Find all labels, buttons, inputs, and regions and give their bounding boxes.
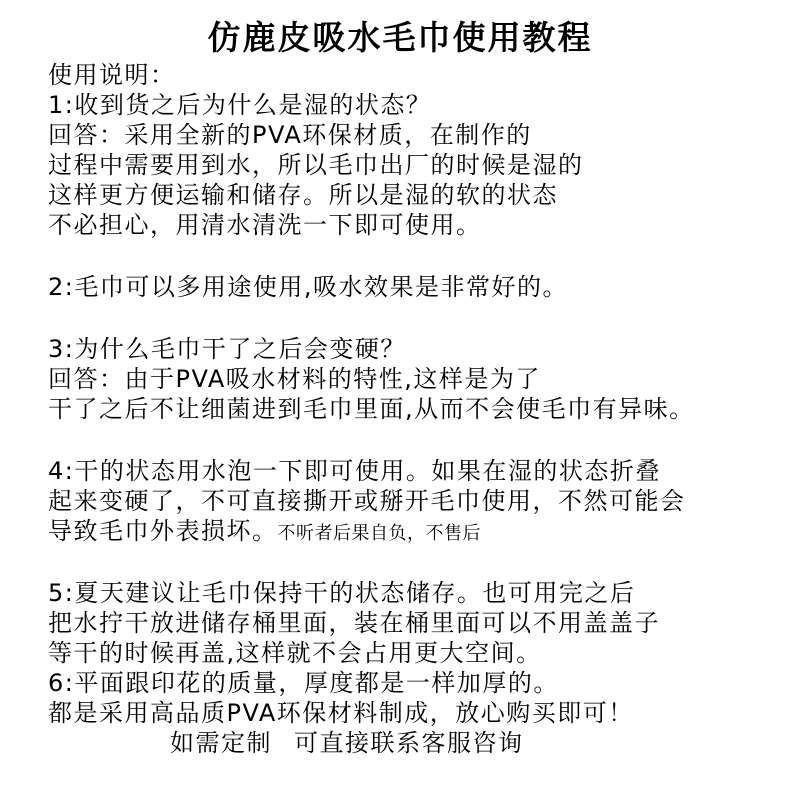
document-body	[48, 60, 793, 758]
spacer	[48, 424, 793, 456]
q6-line-2: 都是采用高品质PVA环保材料制成，放心购买即可！	[48, 699, 634, 727]
q4-line-1: 4:干的状态用水泡一下即可使用。如果在湿的状态折叠	[48, 457, 661, 485]
q1-question: 1:收到货之后为什么是湿的状态？	[48, 91, 432, 119]
disclaimer-note: 不听者后果自负，不售后	[277, 523, 481, 544]
q5-line-3: 等干的时候再盖,这样就不会占用更大空间。	[48, 639, 542, 667]
intro-label: 使用说明：	[48, 61, 176, 89]
q1-answer-line-3: 这样更方便运输和储存。所以是湿的软的状态	[48, 181, 558, 209]
footer-custom-label: 如需定制	[170, 729, 272, 757]
section-q3	[48, 334, 793, 424]
spacer	[48, 546, 793, 578]
q6-line-1: 6:平面跟印花的质量，厚度都是一样加厚的。	[48, 669, 559, 697]
q1-answer-line-4: 不必担心，用清水清洗一下即可使用。	[48, 211, 482, 239]
footer-contact	[48, 728, 793, 758]
q5-line-1: 5:夏天建议让毛巾保持干的状态储存。也可用完之后	[48, 579, 636, 607]
q1-answer-line-2: 过程中需要用到水，所以毛巾出厂的时候是湿的	[48, 151, 584, 179]
q3-answer-line-1: 回答：由于PVA吸水材料的特性,这样是为了	[48, 365, 541, 393]
q2-text: 2:毛巾可以多用途使用,吸水效果是非常好的。	[48, 273, 568, 301]
section-q2	[48, 272, 793, 302]
q5-line-2: 把水拧干放进储存桶里面，装在桶里面可以不用盖盖子	[48, 609, 660, 637]
q3-answer-line-2: 干了之后不让细菌进到毛巾里面,从而不会使毛巾有异味。	[48, 395, 695, 423]
q4-line-2: 起来变硬了，不可直接撕开或掰开毛巾使用，不然可能会	[48, 487, 686, 515]
spacer	[48, 302, 793, 334]
q3-question: 3:为什么毛巾干了之后会变硬？	[48, 335, 406, 363]
page-title: 仿鹿皮吸水毛巾使用教程	[207, 18, 593, 57]
q4-line-3	[48, 516, 793, 546]
q4-line-3-main: 导致毛巾外表损坏。	[48, 517, 278, 545]
section-q4	[48, 456, 793, 546]
section-q5-q6	[48, 578, 793, 728]
footer-contact-label: 可直接联系客服咨询	[294, 729, 524, 757]
spacer	[48, 240, 793, 272]
q1-answer-line-1: 回答：采用全新的PVA环保材质，在制作的	[48, 121, 532, 149]
section-q1	[48, 90, 793, 240]
